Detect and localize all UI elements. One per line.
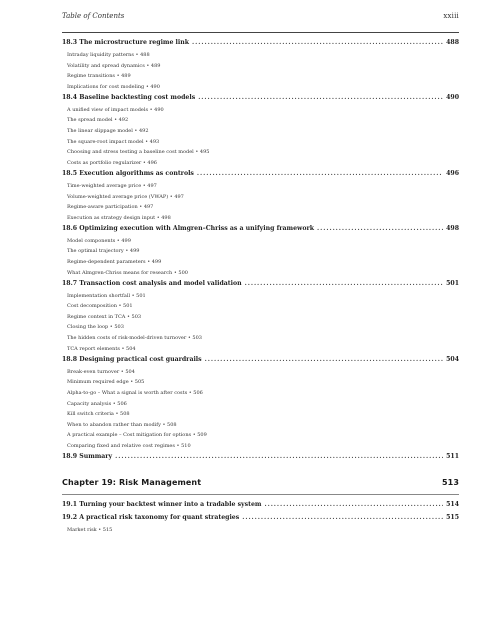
toc-subsection-entry[interactable]: The linear slippage model • 492: [67, 128, 149, 135]
section-title: 18.4 Baseline backtesting cost models: [62, 93, 196, 101]
section-page: 501: [446, 279, 459, 287]
running-head: [62, 12, 459, 24]
running-head-page-number: xxiii: [443, 12, 459, 20]
toc-subsection-entry[interactable]: Comparing fixed and relative cost regimes • 510: [67, 442, 191, 449]
section-page: 490: [446, 93, 459, 101]
toc-subsection-entry[interactable]: Kill switch criteria • 508: [67, 411, 130, 418]
toc-subsection-entry[interactable]: Alpha-to-go – What a signal is worth after costs • 506: [67, 389, 203, 396]
section-page: 498: [446, 224, 459, 232]
section-page: 511: [446, 453, 459, 460]
toc-subsection-entry[interactable]: Time-weighted average price • 497: [67, 182, 157, 189]
section-page: 515: [446, 513, 459, 521]
toc-section-entry[interactable]: [62, 501, 459, 512]
toc-subsection-entry[interactable]: Costs as portfolio regularizer • 496: [67, 159, 157, 166]
toc-subsection-entry[interactable]: Regime context in TCA • 503: [67, 313, 142, 320]
dot-leader: [205, 356, 443, 363]
dot-leader: [317, 225, 443, 232]
toc-section-entry[interactable]: [62, 280, 459, 291]
toc-subsection-entry[interactable]: Cost decomposition • 501: [67, 303, 133, 310]
toc-subsection-entry[interactable]: Volume-weighted average price (VWAP) • 497: [67, 193, 184, 200]
toc-subsection-entry[interactable]: The spread model • 492: [67, 117, 129, 124]
toc-sections-chapter-19: [62, 501, 459, 535]
toc-subsection-entry[interactable]: Execution as strategy design input • 498: [67, 214, 171, 221]
toc-subsection-entry[interactable]: Implementation shortfall • 501: [67, 292, 146, 299]
section-page: 514: [446, 501, 459, 508]
running-head-title: Table of Contents: [62, 12, 125, 20]
toc-section-entry[interactable]: [62, 225, 459, 236]
chapter-title: Chapter 19: Risk Management: [62, 478, 202, 487]
toc-section-entry[interactable]: [62, 514, 459, 525]
toc-subsection-entry[interactable]: Volatility and spread dynamics • 489: [67, 62, 161, 69]
toc-subsection-entry[interactable]: Regime-aware participation • 497: [67, 204, 154, 211]
section-title: 19.2 A practical risk taxonomy for quant strategies: [62, 513, 240, 521]
toc-subsection-entry[interactable]: What Almgren-Chriss means for research • 500: [67, 269, 188, 276]
toc-subsection-entry[interactable]: The hidden costs of risk-model-driven turnover • 503: [67, 335, 202, 342]
dot-leader: [264, 501, 443, 508]
toc-subsection-entry[interactable]: Market risk • 515: [67, 526, 113, 533]
toc-section-entry[interactable]: [62, 453, 459, 464]
toc-subsection-entry[interactable]: Minimum required edge • 505: [67, 379, 145, 386]
chapter-page: 513: [442, 478, 459, 487]
dot-leader: [192, 39, 443, 46]
toc-subsection-entry[interactable]: The square-root impact model • 493: [67, 138, 160, 145]
toc-section-entry[interactable]: [62, 356, 459, 367]
section-title: 18.5 Execution algorithms as controls: [62, 169, 194, 177]
toc-subsection-entry[interactable]: Intraday liquidity patterns • 488: [67, 52, 150, 58]
dot-leader: [242, 514, 443, 521]
section-title: 18.6 Optimizing execution with Almgren–Chriss as a unifying framework: [62, 224, 315, 232]
toc-subsection-entry[interactable]: TCA report elements • 504: [67, 345, 136, 352]
section-page: 496: [446, 169, 459, 177]
toc-subsection-entry[interactable]: Break-even turnover • 504: [67, 368, 135, 375]
toc-subsection-entry[interactable]: Regime-dependent parameters • 499: [67, 259, 162, 265]
toc-subsection-entry[interactable]: A unified view of impact models • 490: [67, 106, 164, 113]
toc-subsection-entry[interactable]: Closing the loop • 503: [67, 324, 124, 331]
dot-leader: [197, 170, 443, 177]
section-title: 18.8 Designing practical cost guardrails: [62, 355, 202, 363]
toc-subsection-entry[interactable]: Choosing and stress testing a baseline cost model • 495: [67, 149, 210, 156]
dot-leader: [198, 94, 443, 101]
toc-page: [62, 12, 459, 535]
toc-subsection-entry[interactable]: The optimal trajectory • 499: [67, 248, 140, 255]
section-title: 18.3 The microstructure regime link: [62, 39, 190, 46]
toc-subsection-entry[interactable]: Model components • 499: [67, 237, 131, 244]
toc-section-entry[interactable]: [62, 170, 459, 181]
toc-subsection-entry[interactable]: When to abandon rather than modify • 508: [67, 421, 177, 428]
dot-leader: [245, 280, 443, 287]
chapter-heading[interactable]: [62, 478, 459, 494]
toc-subsection-entry[interactable]: Implications for cost modeling • 490: [67, 83, 160, 90]
section-page: 504: [446, 355, 459, 363]
toc-subsection-entry[interactable]: A practical example – Cost mitigation for options • 509: [67, 432, 207, 439]
section-page: 488: [446, 39, 459, 46]
toc-sections-chapter-18: [62, 39, 459, 464]
section-title: 18.9 Summary: [62, 453, 113, 460]
header-rule: [62, 32, 459, 33]
toc-section-entry[interactable]: [62, 94, 459, 105]
section-title: 18.7 Transaction cost analysis and model validation: [62, 279, 242, 287]
toc-subsection-entry[interactable]: Capacity analysis • 506: [67, 400, 127, 407]
dot-leader: [115, 453, 443, 460]
toc-subsection-entry[interactable]: Regime transitions • 489: [67, 73, 131, 80]
section-title: 19.1 Turning your backtest winner into a tradable system: [62, 501, 262, 508]
chapter-rule: [62, 494, 459, 495]
toc-section-entry[interactable]: [62, 39, 459, 50]
